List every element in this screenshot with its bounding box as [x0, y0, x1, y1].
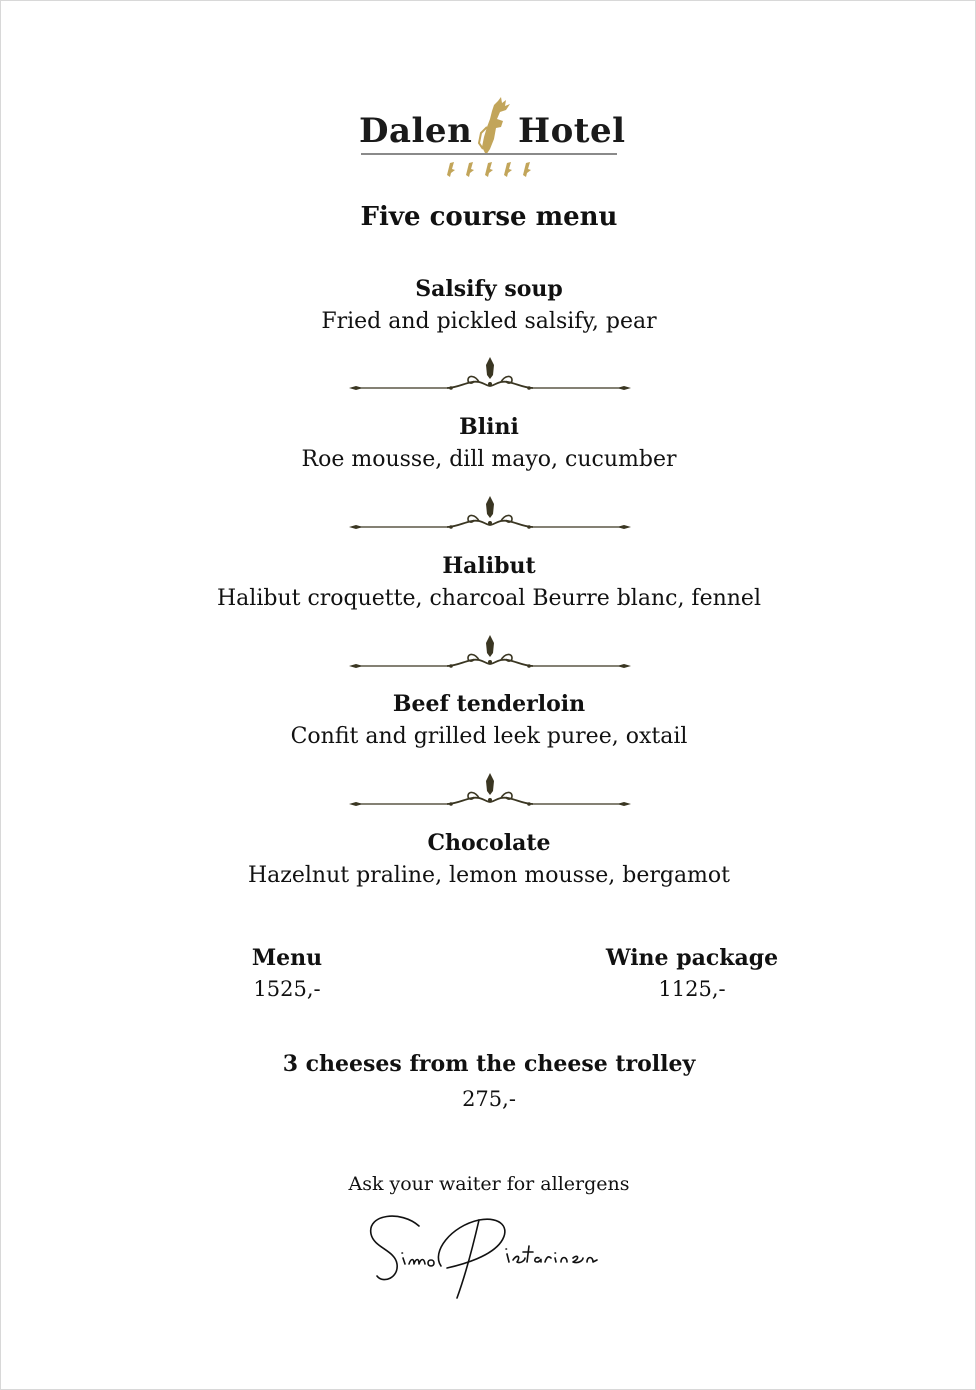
five-stars-icon [441, 159, 541, 179]
course-description: Roe mousse, dill mayo, cucumber [301, 447, 677, 472]
course-item [1, 550, 976, 616]
course-name: Blini [459, 414, 519, 440]
logo-word-right: Hotel [518, 111, 626, 151]
course-item [1, 411, 976, 477]
logo-rule [361, 153, 617, 155]
course-item [1, 688, 976, 754]
menu-price-label: Menu [251, 945, 323, 971]
ornamental-fleuron-divider-icon [347, 494, 633, 534]
ornamental-fleuron-divider-icon [347, 633, 633, 673]
allergen-note: Ask your waiter for allergens [348, 1173, 630, 1195]
course-description: Confit and grilled leek puree, oxtail [290, 724, 688, 749]
ornamental-fleuron-divider-icon [347, 355, 633, 395]
cheese-price: 275,- [462, 1087, 516, 1111]
course-item [1, 273, 976, 339]
hotel-logo [357, 97, 626, 183]
course-name: Beef tenderloin [392, 691, 586, 717]
menu-price-value: 1525,- [253, 977, 321, 1001]
course-name: Salsify soup [415, 276, 563, 302]
wine-package-label: Wine package [605, 945, 779, 971]
menu-title: Five course menu [360, 202, 618, 232]
cheese-label: 3 cheeses from the cheese trolley [282, 1051, 696, 1077]
logo-word-left: Dalen [359, 111, 473, 151]
wine-package-price-block [597, 943, 787, 1005]
course-name: Halibut [442, 553, 536, 579]
handwritten-signature-icon [361, 1206, 611, 1306]
course-item [1, 827, 976, 893]
cheese-block [1, 1049, 976, 1115]
course-name: Chocolate [427, 830, 551, 856]
menu-price-block [201, 943, 373, 1005]
wine-package-value: 1125,- [658, 977, 726, 1001]
course-description: Halibut croquette, charcoal Beurre blanc, fennel [216, 586, 761, 611]
course-description: Fried and pickled salsify, pear [321, 309, 657, 334]
ornamental-fleuron-divider-icon [347, 771, 633, 811]
course-description: Hazelnut praline, lemon mousse, bergamot [247, 863, 731, 888]
